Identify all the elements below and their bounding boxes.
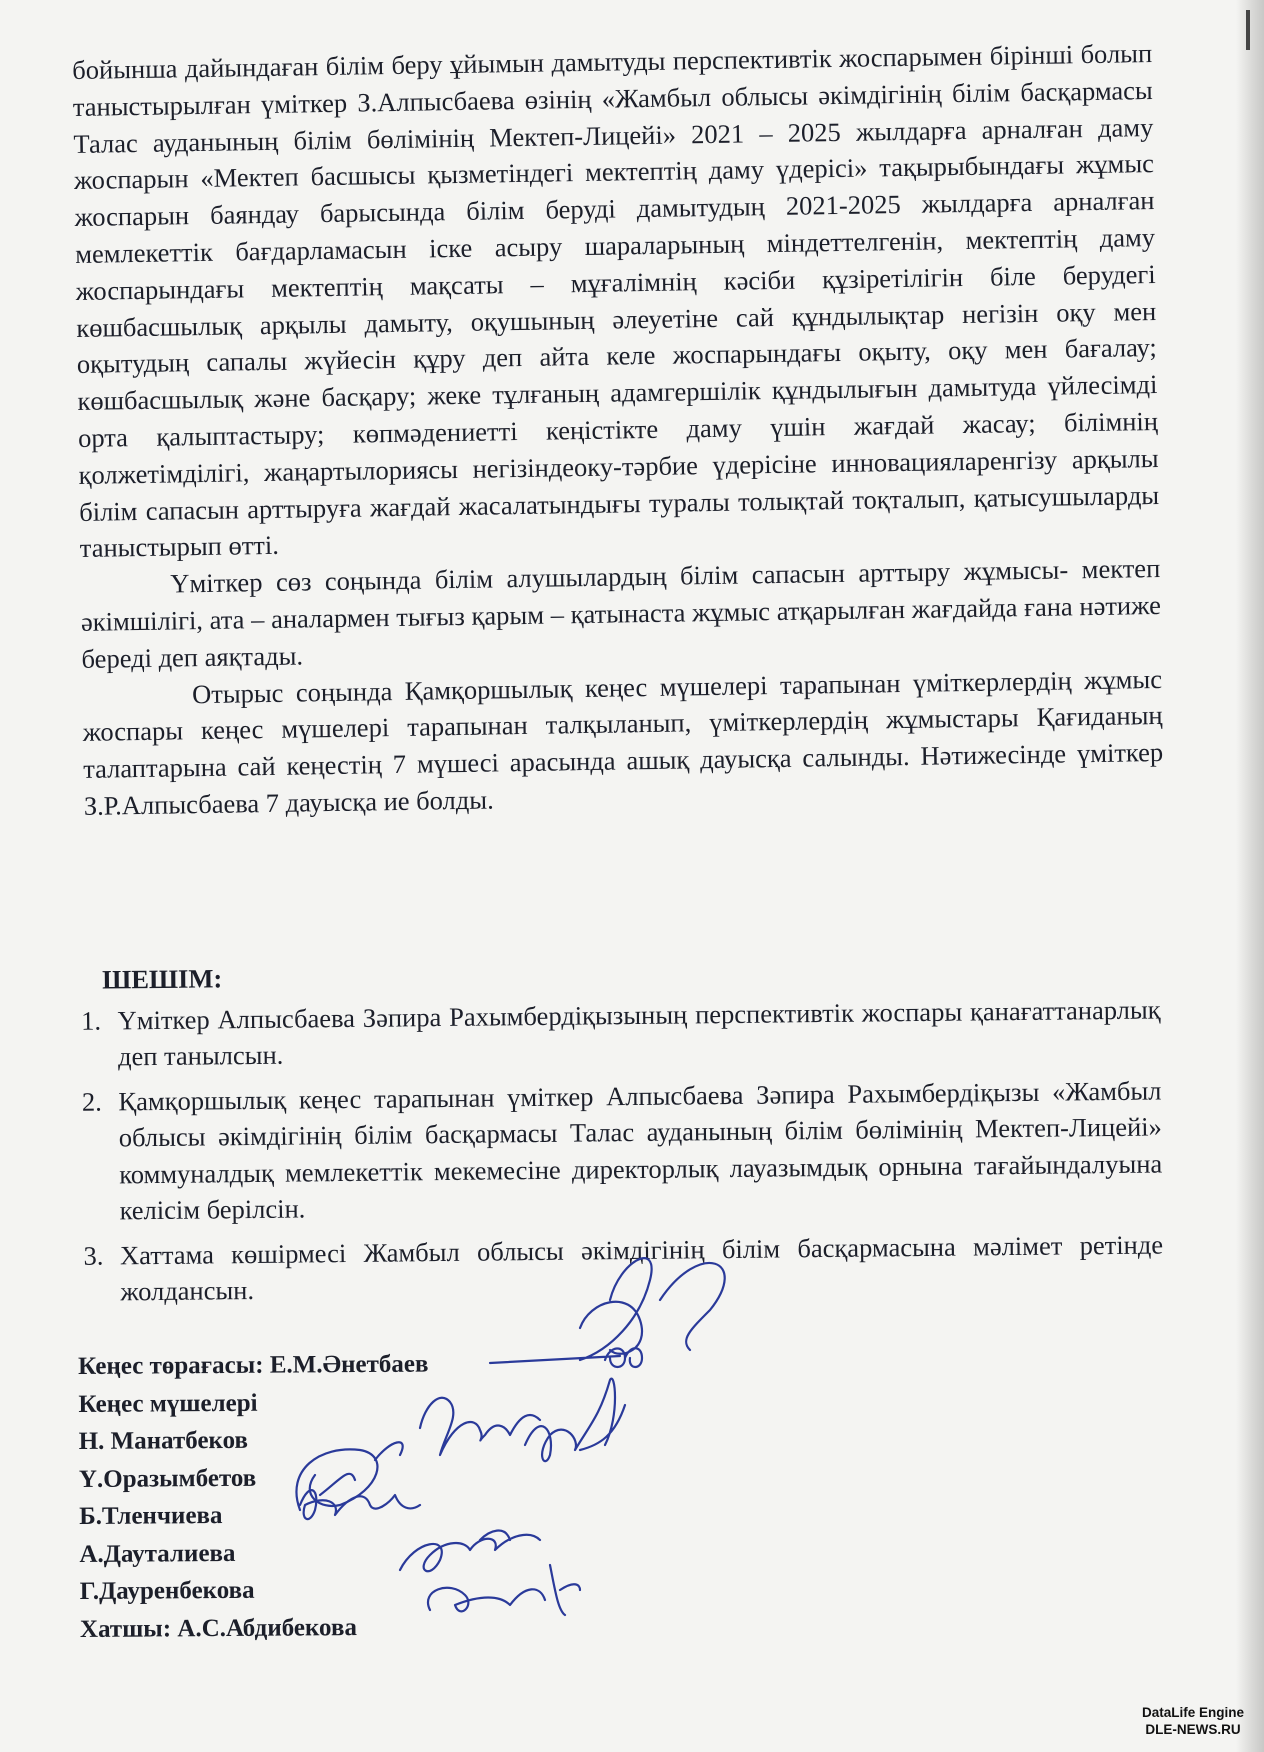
member-1: Н. Манатбеков [78, 1426, 249, 1455]
decision-title: ШЕШІМ: [102, 963, 223, 995]
decision-item-1: 1. Үміткер Алпысбаева Зәпира Рахымбердіқызының перспективтік жоспары қанағаттанарлық деп танылсын. [107, 991, 1161, 1075]
decision-item-2: 2. Қамқоршылық кеңес тарапынан үміткер Алпысбаева Зәпира Рахымбердіқызы «Жамбыл облысы әкімдігінің білім басқармасы Талас ауданының білім бөлімінің Мектеп-Лицейі» коммуналдық мемлекеттік мекемесіне директорлық лауазымдық орнына тағайындалуына келісім берілсін. [108, 1072, 1162, 1229]
members-label: Кеңес мүшелері [78, 1389, 258, 1418]
member-3: Б.Тленчиева [79, 1501, 223, 1530]
protocol-body [72, 35, 1164, 825]
watermark-line-2: DLE-NEWS.RU [1145, 1722, 1241, 1737]
scan-edge-mark [1246, 10, 1250, 50]
scan-page-edge [1236, 0, 1264, 1752]
watermark-line-1: DataLife Engine [1141, 1705, 1244, 1720]
chair-line: Кеңес төрағасы: Е.М.Әнетбаев [78, 1350, 429, 1380]
handwritten-signatures [280, 1240, 780, 1660]
body-paragraph-1: бойынша дайындаған білім беру ұйымын дамытуды перспективтік жоспарымен бірінші болып таныстырылған үміткер З.Алпысбаева өзінің «Жамбыл облысы әкімдігінің білім басқармасы Талас ауданының білім бөлімінің Мектеп-Лицейі» 2021 – 2025 жылдарға арналған даму жоспарын «Мектеп басшысы қызметіндегі мектептің даму үдерісі» тақырыбындағы жұмыс жоспарын баяндау барысында білім беруді дамытудың 2021-2025 жылдарға арналған мемлекеттік бағдарламасын іске асыру шараларының міндеттелгенін, мектептің даму жоспарындағы мектептің мақсаты – мұғалімнің кәсіби құзіретілігін біле берудегі көшбасшылық арқылы дамыту, оқушының әлеуетіне сай құндылықтар негізін оқу мен оқытудың сапалы жүйесін құру деп айта келе жоспарындағы оқыту, оқу мен бағалау; көшбасшылық және басқару; жеке тұлғаның адамгершілік құндылығын дамытуда үйлесімді орта қалыптастыру; көпмәдениетті кеңістікте даму үшін жағдай жасау; білімнің қолжетімділігі, жаңартылориясы негізіндеоку-тәрбие үдерісіне инновацияларенгізу арқылы білім сапасын арттыруға жағдай жасалатындығы туралы толықтай тоқталып, қатысушыларды таныстырып өтті. [72, 38, 1160, 564]
watermark [1142, 1704, 1244, 1738]
decision-item-3: 3. Хаттама көшірмесі Жамбыл облысы әкімдігінің білім басқармасына мәлімет ретінде жолдансын. [110, 1226, 1164, 1310]
signature-chair [490, 1258, 725, 1367]
body-paragraph-3: Отырыс соңында Қамқоршылық кеңес мүшелері тарапынан үміткерлердің жұмыс жоспары кеңес мүшелері тарапынан талқыланып, үміткерлердің жұмыстары Қағиданың талаптарына сай кеңестің 7 мүшесі арасында ашық дауысқа салынды. Нәтижесінде үміткер З.Р.Алпысбаева 7 дауысқа ие болды. [82, 663, 1164, 821]
signature-member-2 [420, 1398, 540, 1455]
member-5: Г.Дауренбекова [79, 1576, 255, 1605]
body-paragraph-2: Үміткер сөз соңында білім алушылардың білім сапасын арттыру жұмысы- мектеп әкімшілігі, ата – аналармен тығыз қарым – қатынаста жұмыс атқарылған жағдайда ғана нәтиже береді деп аяқтады. [80, 553, 1162, 674]
secretary-line: Хатшы: А.С.Абдибекова [79, 1613, 357, 1643]
member-4: А.Дауталиева [79, 1539, 236, 1568]
signature-secretary [428, 1565, 580, 1615]
signature-member-5 [400, 1531, 540, 1572]
member-2: Ү.Оразымбетов [78, 1464, 257, 1493]
